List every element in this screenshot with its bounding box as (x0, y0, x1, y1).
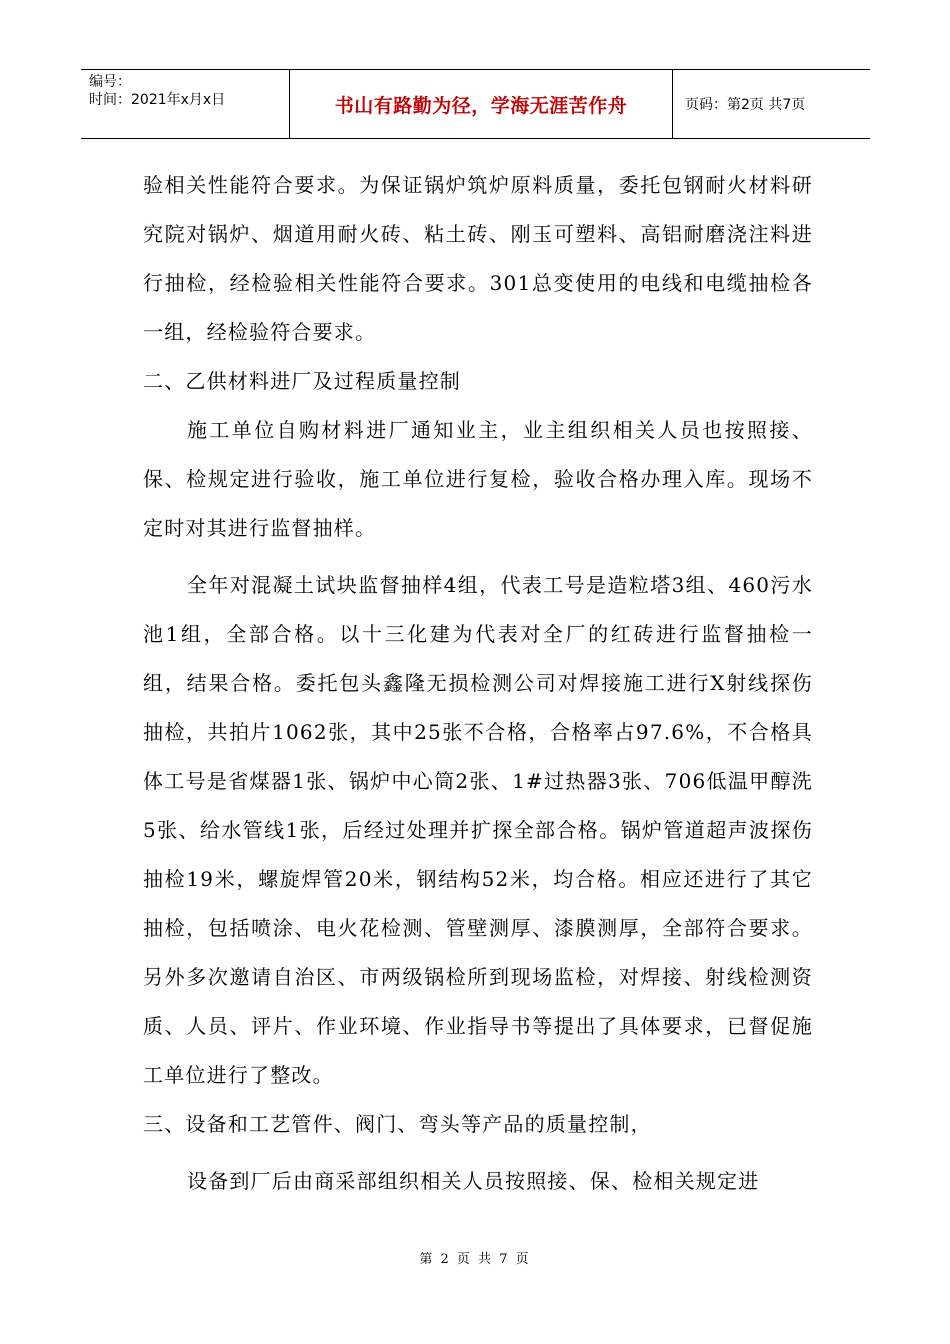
document-body (143, 161, 813, 1206)
document-number-label: 编号： (89, 74, 131, 90)
header-motto: 书山有路勤为径，学海无涯苦作舟 (290, 70, 673, 138)
page-footer: 第 2 页 共 7 页 (419, 1252, 531, 1267)
header-meta (81, 70, 290, 138)
paragraph-self-purchased-materials: 施工单位自购材料进厂通知业主，业主组织相关人员也按照接、保、检规定进行验收，施工单位进行复检，验收合格办理入库。现场不定时对其进行监督抽样。 (143, 418, 813, 540)
paragraph-inspection-results: 全年对混凝土试块监督抽样4组，代表工号是造粒塔3组、460污水池1组，全部合格。以十三化建为代表对全厂的红砖进行监督抽检一组，结果合格。委托包头鑫隆无损检测公司对焊接施工进行X射线探伤抽检，共拍片1062张，其中25张不合格，合格率占97.6%，不合格具体工号是省煤器1张、锅炉中心筒2张、1#过热器3张、706低温甲醇洗5张、给水管线1张，后经过处理并扩探全部合格。锅炉管道超声波探伤抽检19米，螺旋焊管20米，钢结构52米，均合格。相应还进行了其它抽检，包括喷涂、电火花检测、管壁测厚、漆膜测厚，全部符合要求。另外多次邀请自治区、市两级锅检所到现场监检，对焊接、射线检测资质、人员、评片、作业环境、作业指导书等提出了具体要求，已督促施工单位进行了整改。 (143, 573, 813, 1087)
section-heading-2: 二、乙供材料进厂及过程质量控制 (143, 369, 461, 393)
page-header (81, 69, 870, 139)
section-heading-3: 三、设备和工艺管件、阀门、弯头等产品的质量控制， (143, 1112, 652, 1136)
header-page-info: 页码：第2页 共7页 (685, 97, 806, 113)
document-time: 时间：2021年x月x日 (89, 92, 226, 108)
paragraph-equipment-arrival: 设备到厂后由商采部组织相关人员按照接、保、检相关规定进 (187, 1169, 760, 1193)
paragraph-continuation: 验相关性能符合要求。为保证锅炉筑炉原料质量，委托包钢耐火材料研究院对锅炉、烟道用耐火砖、粘土砖、刚玉可塑料、高铝耐磨浇注料进行抽检，经检验相关性能符合要求。301总变使用的电线和电缆抽检各一组，经检验符合要求。 (143, 173, 813, 344)
